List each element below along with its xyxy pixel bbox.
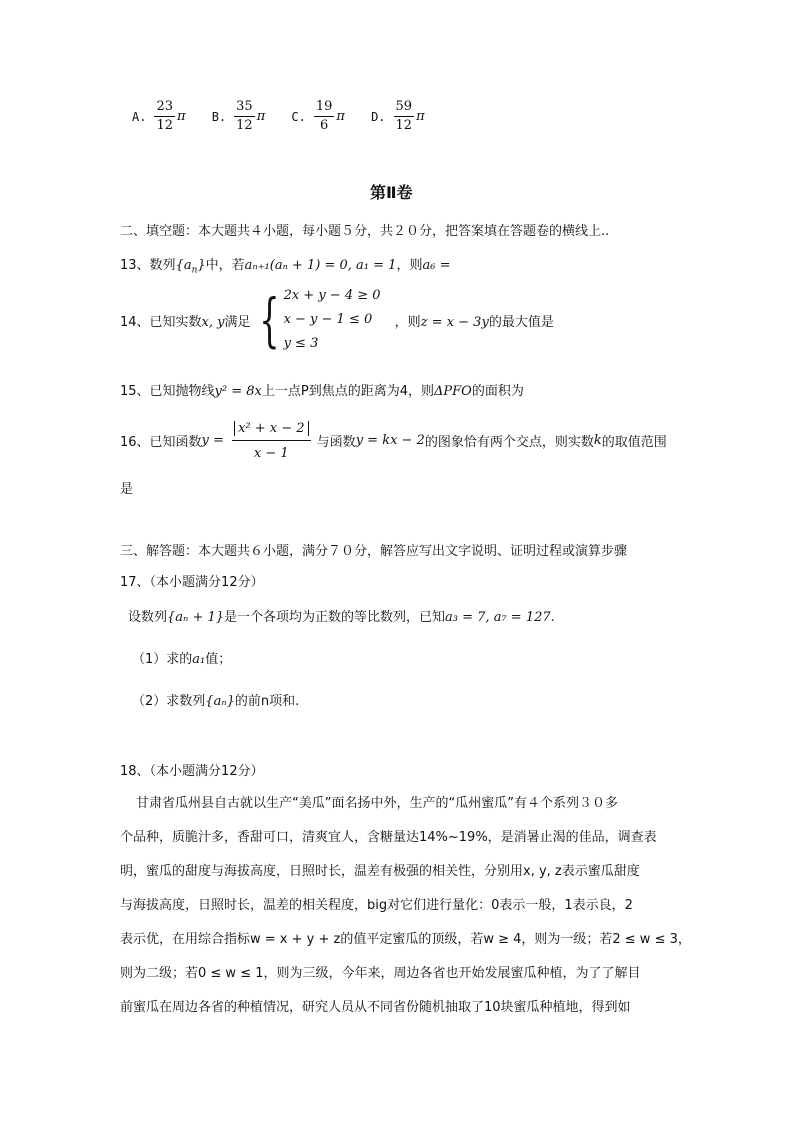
q16-suffix: 的取值范围 [601, 435, 667, 450]
denominator: 12 [156, 118, 173, 133]
q18-line-3: 明，蜜瓜的甜度与海拔高度，日照时长，温差有极强的相关性，分别用x, y, z表示蜜瓜甜度 [120, 864, 640, 879]
fraction [154, 98, 175, 135]
q16-mid2: 的图象恰有两个交点，则实数 [424, 435, 594, 450]
q13-ask: a₆ = [422, 258, 451, 273]
q17-seq: aₙ + 1 [175, 610, 216, 625]
q18-line-7: 前蜜瓜在周边各省的种植情况，研究人员从不同省份随机抽取了10块蜜瓜种植地，得到如 [120, 1000, 631, 1015]
q17-seq-close: } [215, 610, 225, 625]
pi-symbol: π [256, 109, 266, 124]
answer-heading: 三、解答题：本大题共６小题，满分７０分，解答应写出文字说明、证明过程或演算步骤 [120, 544, 628, 559]
q15-triangle: ΔPFO [434, 384, 472, 399]
fraction [234, 98, 255, 135]
option-c [291, 98, 345, 135]
q16-mid: 与函数 [316, 435, 356, 450]
q15-suffix: 的面积为 [471, 384, 524, 399]
answer-options [132, 98, 447, 135]
q13-suffix: ，则 [396, 258, 423, 273]
q14-mid: 满足 [224, 314, 251, 330]
numerator: 35 [234, 98, 255, 117]
question-16 [120, 418, 667, 463]
option-label: C. [291, 109, 306, 124]
q16-prefix: 16、已知函数 [120, 435, 202, 450]
numerator: 19 [314, 98, 335, 117]
q18-line-4: 与海拔高度，日照时长，温差的相关程度，big对它们进行量化：0表示一般，1表示良，2 [120, 898, 633, 913]
fraction [314, 98, 335, 135]
q18-line-1: 甘肃省瓜州县自古就以生产“美瓜”面名扬中外，生产的“瓜州蜜瓜”有４个系列３０多 [136, 796, 618, 811]
q15-expr: y² = 8x [214, 384, 262, 399]
option-label: A. [132, 109, 147, 124]
q17-part2 [132, 690, 299, 709]
q18-line-5: 表示优，在用综合指标w = x + y + z的值平定蜜瓜的顶级，若w ≥ 4，则为一级；若2 ≤ w ≤ 3， [120, 932, 691, 947]
q13-mid: 中，若 [205, 258, 245, 273]
denominator: 12 [395, 118, 413, 133]
denominator: 6 [319, 118, 329, 133]
q17-stem-prefix: 设数列 [128, 610, 168, 625]
q17-p2-prefix: （2）求数列 [132, 694, 206, 709]
q17-p2-open: { [205, 694, 214, 709]
q17-p1-var: a₁ [192, 652, 206, 667]
q14-prefix: 14、已知实数 [120, 314, 202, 330]
fraction [394, 98, 415, 135]
q18-line-6: 则为二级；若0 ≤ w ≤ 1，则为三级，今年来，周边各省也开始发展蜜瓜种植，为了了解目 [120, 966, 641, 981]
q17-p2-close: } [226, 694, 235, 709]
option-a [132, 98, 186, 135]
q17-p1-suffix: 值； [205, 652, 232, 667]
q16-k: k [593, 433, 602, 448]
denominator: 12 [236, 118, 253, 133]
q18-title: 18、（本小题满分12分） [120, 764, 264, 779]
q13-sequence: $\{a_n\}$ [175, 258, 206, 276]
q17-p2-seq: aₙ [213, 694, 227, 709]
q13-prefix: 13、数列 [120, 258, 176, 273]
q16-line2: 是 [120, 482, 134, 497]
option-label: B. [211, 109, 227, 124]
pi-symbol: π [416, 109, 425, 124]
q14-after: ，则 [394, 314, 421, 330]
q14-constraint-2: x − y − 1 ≤ 0 [283, 312, 373, 327]
q14-constraint-1: 2x + y − 4 ≥ 0 [283, 288, 381, 303]
option-label: D. [371, 109, 386, 124]
pi-symbol: π [177, 109, 186, 124]
numerator: 59 [394, 98, 415, 117]
question-15 [120, 380, 524, 399]
q17-part1 [132, 648, 231, 667]
q17-stem-mid: 是一个各项均为正数的等比数列，已知 [224, 610, 446, 625]
q18-line-2: 个品种，质脆汁多，香甜可口，清爽宜人，含糖量达14%~19%，是消暑止渴的佳品，调查表 [120, 830, 657, 845]
q17-p1-prefix: （1）求的 [132, 652, 193, 667]
option-b [212, 98, 266, 135]
q17-given: a₃ = 7, a₇ = 127. [445, 610, 555, 625]
q14-vars: x, y [201, 314, 225, 330]
section-title: 第Ⅱ卷 [370, 183, 413, 202]
q13-condition: aₙ₊₁(aₙ + 1) = 0, a₁ = 1 [244, 258, 397, 273]
pi-symbol: π [336, 109, 345, 124]
q15-prefix: 15、已知抛物线 [120, 384, 215, 399]
q16-fraction [232, 418, 310, 463]
q17-seq-open: { [167, 610, 176, 625]
q16-expr: y = kx − 2 [355, 433, 425, 448]
fill-heading: 二、填空题：本大题共４小题，每小题５分，共２０分，把答案填在答题卷的横线上.. [120, 224, 610, 239]
q15-mid: 上一点P到焦点的距离为4，则 [261, 384, 434, 399]
q17-title: 17、（本小题满分12分） [120, 575, 264, 590]
q16-numerator: x² + x − 2 [234, 421, 308, 436]
q17-stem [128, 606, 555, 625]
question-13 [120, 254, 450, 276]
question-14 [120, 284, 554, 356]
q16-lhs: y = [201, 433, 224, 448]
option-d [371, 98, 425, 135]
q14-system [255, 284, 381, 356]
q14-expr: z = x − 3y [420, 314, 489, 330]
q14-suffix: 的最大值是 [488, 314, 554, 330]
q17-p2-suffix: 的前n项和. [234, 694, 300, 709]
q14-constraint-3: y ≤ 3 [283, 336, 319, 351]
numerator: 23 [154, 98, 175, 117]
left-brace: { [258, 286, 280, 354]
q16-denominator: x − 1 [253, 446, 289, 461]
